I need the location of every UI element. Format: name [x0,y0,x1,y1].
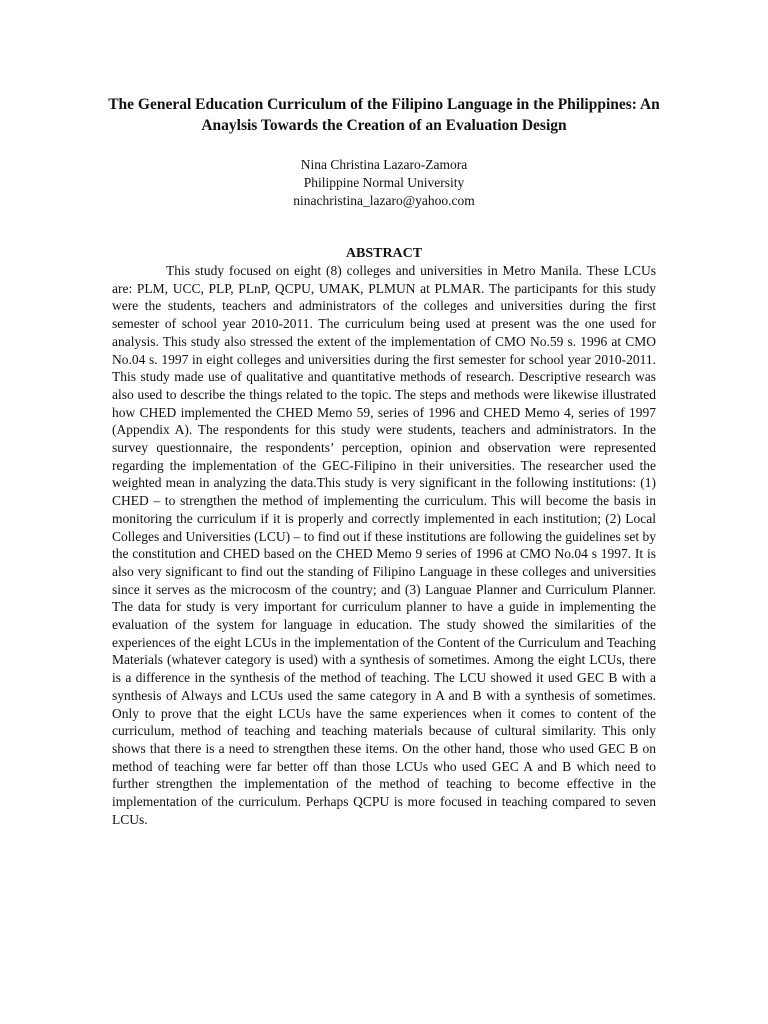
abstract-body: This study focused on eight (8) colleges and universities in Metro Manila. These LCUs are: PLM, UCC, PLP, PLnP, QCPU, UMAK, PLMUN at PLMAR. The participants for this study were the students, teachers and administrators of the colleges and universities during the first semester of school year 2010-2011. The curriculum being used at present was the one used for analysis. This study also stressed the extent of the implementation of CMO No.59 s. 1996 at CMO No.04 s. 1997 in eight colleges and universities during the first semester for school year 2010-2011. This study made use of qualitative and quantitative methods of research. Descriptive research was also used to describe the things related to the topic. The steps and methods were likewise illustrated how CHED implemented the CHED Memo 59, series of 1996 and CHED Memo 4, series of 1997 (Appendix A). The respondents for this study were students, teachers and administrators. In the survey questionnaire, the respondents’ perception, opinion and observation were represented regarding the implementation of the GEC-Filipino in their universities. The researcher used the weighted mean in analyzing the data.This study is very significant in the following institutions: (1) CHED – to strengthen the method of implementing the curriculum. This will become the basis in monitoring the curriculum if it is properly and correctly implemented in each institution; (2) Local Colleges and Universities (LCU) – to find out if these institutions are following the guidelines set by the constitution and CHED based on the CHED Memo 9 series of 1996 at CMO No.04 s 1997. It is also very significant to find out the standing of Filipino Language in these colleges and universities since it serves as the microcosm of the country; and (3) Languae Planner and Curriculum Planner. The data for study is very important for curriculum planner to have a guide in implementing the evaluation of the system for language in education. The study showed the similarities of the experiences of the eight LCUs in the implementation of the Content of the Curriculum and Teaching Materials (whatever category is used) with a synthesis of sometimes. Among the eight LCUs, there is a difference in the synthesis of the method of teaching. The LCU showed it used GEC B with a synthesis of Always and LCUs used the same category in A and B with a synthesis of sometimes. Only to prove that the eight LCUs have the same experiences when it comes to content of the curriculum, method of teaching and teaching materials because of cultural similarity. This only shows that there is a need to strengthen these items. On the other hand, those who used GEC B on method of teaching were far better off than those LCUs who used GEC A and B which need to further strengthen the implementation of the method of teaching to become effective in the implementation of the curriculum. Perhaps QCPU is more focused in teaching compared to seven LCUs. [112,263,656,827]
paper-title: The General Education Curriculum of the Filipino Language in the Philippines: An Anaylsis Towards the Creation of an Evaluation Design [108,96,660,134]
author-block [100,156,668,210]
author-affiliation: Philippine Normal University [303,175,465,190]
abstract-heading: ABSTRACT [345,246,423,261]
author-name: Nina Christina Lazaro-Zamora [300,157,468,172]
author-email: ninachristina_lazaro@yahoo.com [293,193,475,208]
